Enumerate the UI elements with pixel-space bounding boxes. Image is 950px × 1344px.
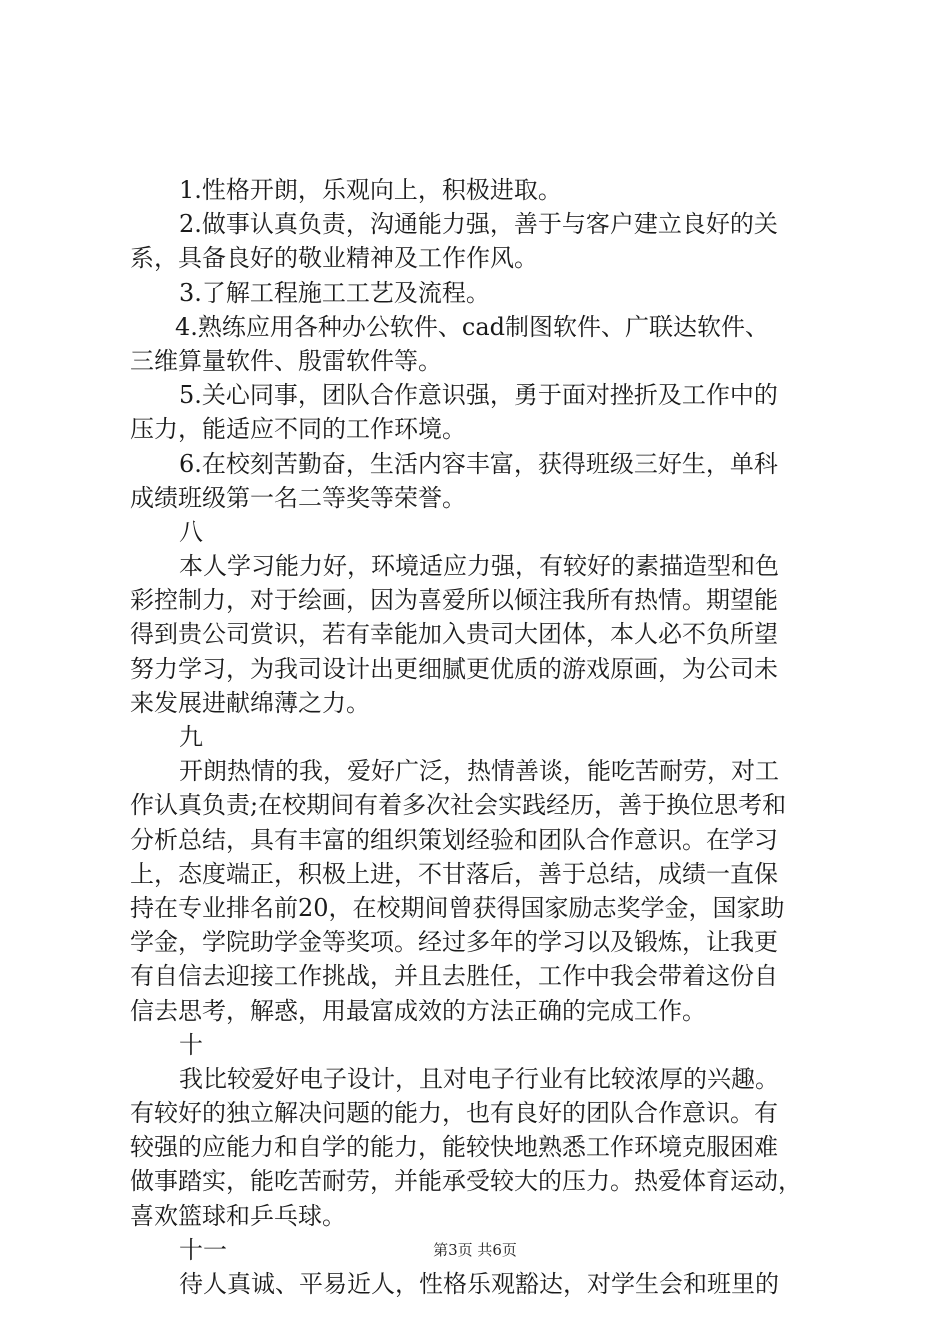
text-line: 系，具备良好的敬业精神及工作作风。 [130,244,538,273]
section-heading: 十一 [179,1235,227,1264]
text-line: 作认真负责;在校期间有着多次社会实践经历，善于换位思考和 [130,791,787,820]
text-line: 来发展进献绵薄之力。 [130,688,370,717]
text-line: 信去思考，解惑，用最富成效的方法正确的完成工作。 [130,996,706,1025]
text-line: 做事踏实，能吃苦耐劳，并能承受较大的压力。热爱体育运动， [130,1167,802,1196]
text-line: 有较好的独立解决问题的能力，也有良好的团队合作意识。有 [130,1099,778,1128]
section-heading: 九 [179,723,203,751]
text-line: 喜欢篮球和乒乓球。 [130,1201,346,1230]
page-number-footer: 第3页 共6页 [433,1241,517,1259]
text-line: 压力，能适应不同的工作环境。 [130,415,466,444]
text-line: 4.熟练应用各种办公软件、cad制图软件、广联达软件、 [175,312,770,341]
text-line: 彩控制力，对于绘画，因为喜爱所以倾注我所有热情。期望能 [130,586,778,615]
text-line: 开朗热情的我，爱好广泛，热情善谈，能吃苦耐劳，对工 [179,757,779,786]
text-line: 成绩班级第一名二等奖等荣誉。 [130,483,466,512]
text-line: 3.了解工程施工工艺及流程。 [179,278,490,307]
section-heading: 十 [179,1030,203,1059]
text-line: 三维算量软件、殷雷软件等。 [130,346,442,375]
text-line: 本人学习能力好，环境适应力强，有较好的素描造型和色 [179,552,779,581]
text-line: 努力学习，为我司设计出更细腻更优质的游戏原画，为公司未 [130,654,778,683]
document-body [130,173,830,1301]
text-line: 上，态度端正，积极上进，不甘落后，善于总结，成绩一直保 [130,859,778,888]
text-line: 较强的应能力和自学的能力，能较快地熟悉工作环境克服困难 [130,1133,778,1162]
text-line: 1.性格开朗，乐观向上，积极进取。 [179,176,562,204]
text-line: 5.关心同事，团队合作意识强，勇于面对挫折及工作中的 [179,381,778,410]
text-line: 持在专业排名前20，在校期间曾获得国家励志奖学金，国家助 [130,893,785,922]
text-line: 有自信去迎接工作挑战，并且去胜任，工作中我会带着这份自 [130,962,778,991]
text-line: 待人真诚、平易近人，性格乐观豁达，对学生会和班里的 [179,1270,779,1298]
text-line: 2.做事认真负责，沟通能力强，善于与客户建立良好的关 [179,210,778,239]
text-line: 6.在校刻苦勤奋，生活内容丰富，获得班级三好生，单科 [179,449,778,478]
text-line: 我比较爱好电子设计，且对电子行业有比较浓厚的兴趣。 [179,1064,779,1093]
section-heading: 八 [179,517,203,546]
text-line: 学金，学院助学金等奖项。经过多年的学习以及锻炼，让我更 [130,928,778,957]
text-line: 得到贵公司赏识，若有幸能加入贵司大团体，本人必不负所望 [130,620,778,649]
text-line: 分析总结，具有丰富的组织策划经验和团队合作意识。在学习 [130,825,778,854]
